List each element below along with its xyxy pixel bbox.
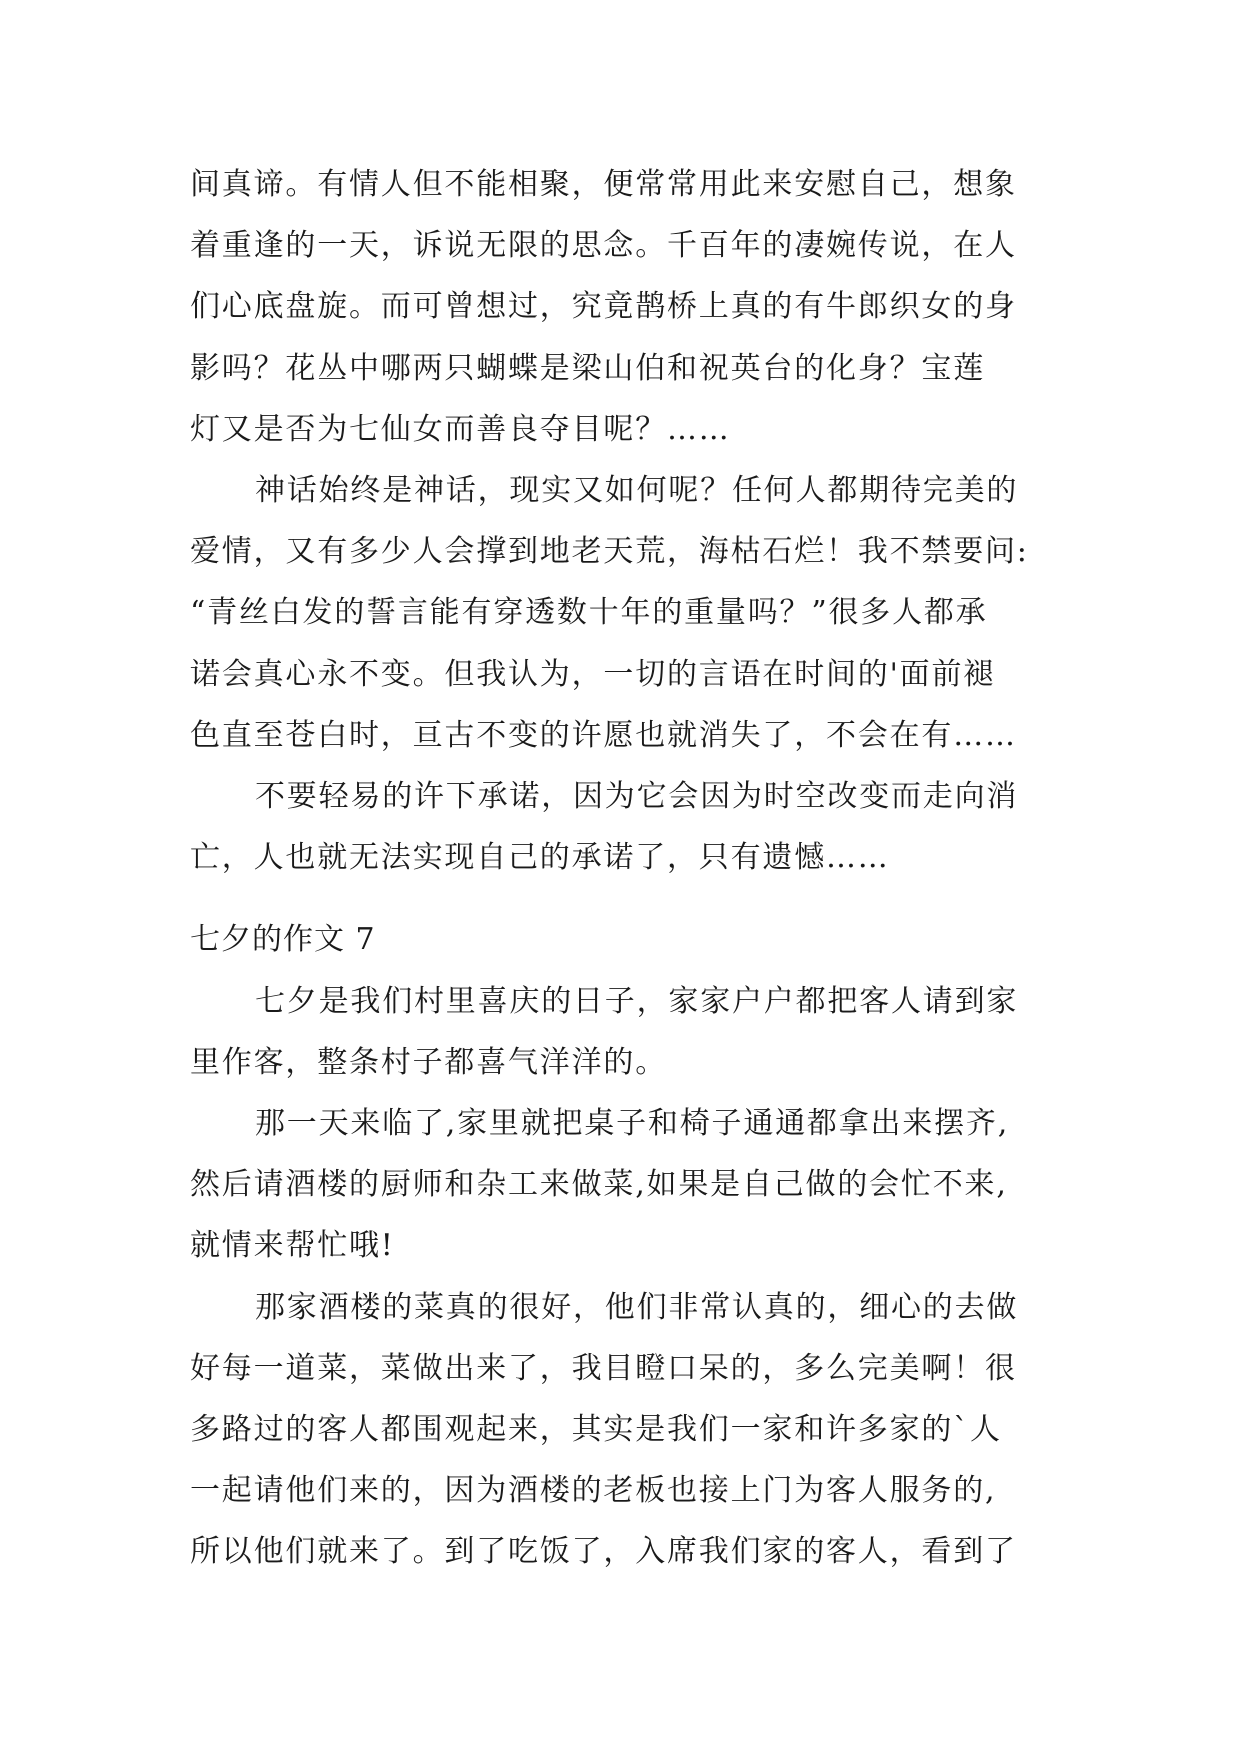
text-line: 影吗？花丛中哪两只蝴蝶是梁山伯和祝英台的化身？宝莲 (190, 351, 985, 386)
text-line: 间真谛。有情人但不能相聚，便常常用此来安慰自己，想象 (190, 167, 1017, 202)
text-line: 然后请酒楼的厨师和杂工来做菜,如果是自己做的会忙不来, (190, 1167, 1008, 1202)
text-line: 色直至苍白时，亘古不变的许愿也就消失了，不会在有…… (190, 718, 1017, 753)
text-line: 爱情，又有多少人会撑到地老天荒，海枯石烂！我不禁要问: (190, 534, 1029, 569)
text-line: 灯又是否为七仙女而善良夺目呢？…… (190, 412, 731, 447)
paragraph-first-line: 神话始终是神话，现实又如何呢？任何人都期待完美的 (255, 473, 1019, 508)
paragraph-first-line: 那一天来临了,家里就把桌子和椅子通通都拿出来摆齐, (255, 1106, 1010, 1141)
text-line: 一起请他们来的，因为酒楼的老板也接上门为客人服务的, (190, 1473, 997, 1508)
text-line: 多路过的客人都围观起来，其实是我们一家和许多家的`人 (190, 1412, 1002, 1447)
text-line: 着重逢的一天，诉说无限的思念。千百年的凄婉传说，在人 (190, 228, 1017, 263)
text-line: 诺会真心永不变。但我认为，一切的言语在时间的'面前褪 (190, 657, 996, 692)
text-line: 所以他们就来了。到了吃饭了，入席我们家的客人，看到了 (190, 1534, 1017, 1569)
text-line: 就情来帮忙哦! (190, 1228, 395, 1263)
text-line: 好每一道菜，菜做出来了，我目瞪口呆的，多么完美啊！很 (190, 1351, 1017, 1386)
paragraph-first-line: 七夕是我们村里喜庆的日子，家家户户都把客人请到家 (255, 984, 1019, 1019)
section-heading: 七夕的作文 7 (190, 922, 376, 957)
text-line: 亡，人也就无法实现自己的承诺了，只有遗憾…… (190, 840, 890, 875)
paragraph-first-line: 不要轻易的许下承诺，因为它会因为时空改变而走向消 (255, 779, 1019, 814)
text-line: 里作客，整条村子都喜气洋洋的。 (190, 1045, 667, 1080)
text-line: 们心底盘旋。而可曾想过，究竟鹊桥上真的有牛郎织女的身 (190, 289, 1017, 324)
text-line: “青丝白发的誓言能有穿透数十年的重量吗？”很多人都承 (190, 595, 988, 630)
paragraph-first-line: 那家酒楼的菜真的很好，他们非常认真的，细心的去做 (255, 1290, 1019, 1325)
